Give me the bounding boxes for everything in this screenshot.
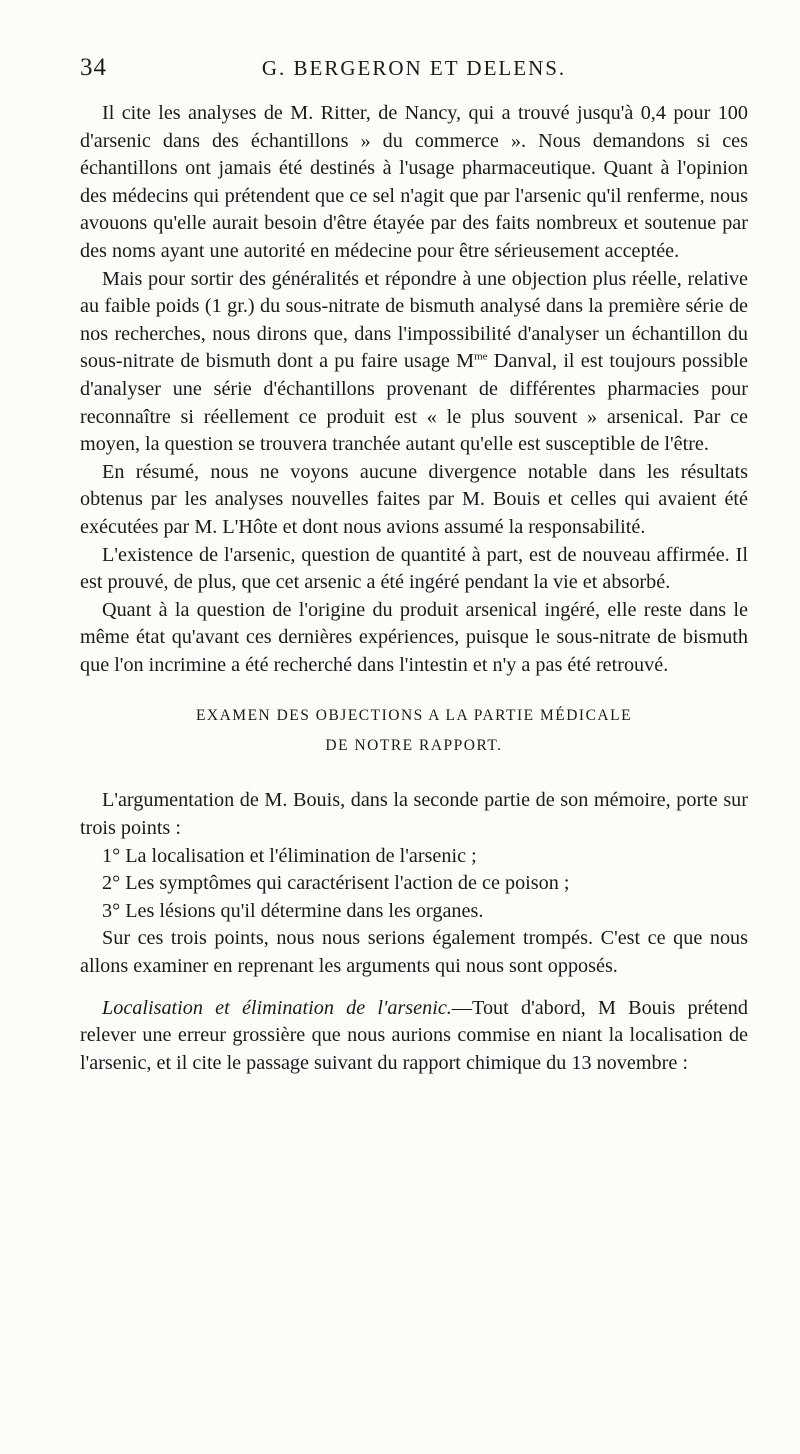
paragraph: Sur ces trois points, nous nous serions également trompés. C'est ce que nous allons examiner en reprenant les arguments qui nous sont opposés. (80, 927, 748, 978)
list-item: 1° La localisation et l'élimination de l'arsenic ; (102, 844, 477, 867)
page-header (80, 48, 748, 88)
paragraph: Il cite les analyses de M. Ritter, de Nancy, qui a trouvé jusqu'à 0,4 pour 100 d'arsenic dans des échantillons » du commerce ». Nous demandons si ces échantillons ont jamais été destinés à l'usage pharmaceutique. Quant à l'opinion des médecins qui prétendent que ce sel n'agit que par l'arsenic qu'il renferme, nous avouons qu'elle aurait besoin d'être étayée par des faits nombreux et soutenue par des noms ayant une autorité en médecine pour être sérieusement acceptée. (80, 102, 748, 262)
points-list (80, 843, 748, 926)
paragraph-text: Danval, il est toujours possible d'analyser une série d'échantillons provenant de différentes pharmacies pour reconnaître si réellement ce produit est « le plus souvent » arsenical. Par ce moyen, la question se trouvera tranchée autant qu'elle est susceptible de l'être. (80, 350, 748, 456)
superscript: me (474, 350, 488, 363)
section-heading-line: DE NOTRE RAPPORT. (325, 737, 503, 755)
paragraph-text: —Tout d'abord, M Bouis prétend relever une erreur grossière que nous aurions commise en niant la localisation de l'arsenic, et il cite le passage suivant du rapport chimique du 13 novembre : (80, 996, 748, 1074)
running-title: G. BERGERON ET DELENS. (261, 55, 567, 80)
section-heading (80, 701, 748, 761)
paragraph: Quant à la question de l'origine du produit arsenical ingéré, elle reste dans le même état qu'avant ces dernières expériences, puisque le sous-nitrate de bismuth que l'on incrimine a été recherché dans l'intestin et n'y a pas été retrouvé. (80, 598, 748, 676)
paragraph-text: Mais pour sortir des généralités et répondre à une objection plus réelle, relative au faible poids (1 gr.) du sous-nitrate de bismuth analysé dans la première série de nos recherches, nous dirons que, dans l'impossibilité d'analyser un échantillon du sous-nitrate de bismuth dont a pu faire usage M (80, 267, 748, 373)
subsection-title: Localisation et élimination de l'arsenic. (102, 996, 452, 1019)
page-body (80, 100, 748, 1077)
paragraph: L'existence de l'arsenic, question de quantité à part, est de nouveau affirmée. Il est prouvé, de plus, que cet arsenic a été ingéré pendant la vie et absorbé. (80, 543, 748, 594)
paragraph (80, 266, 748, 459)
paragraph: En résumé, nous ne voyons aucune divergence notable dans les résultats obtenus par les analyses nouvelles faites par M. Bouis et celles qui avaient été exécutées par M. L'Hôte et dont nous avions assumé la responsabilité. (80, 460, 748, 538)
list-item: 3° Les lésions qu'il détermine dans les organes. (102, 899, 484, 922)
page-number: 34 (80, 54, 107, 81)
paragraph (80, 995, 748, 1078)
paragraph: L'argumentation de M. Bouis, dans la seconde partie de son mémoire, porte sur trois points : (80, 789, 748, 840)
list-item: 2° Les symptômes qui caractérisent l'action de ce poison ; (102, 872, 570, 895)
section-heading-line: EXAMEN DES OBJECTIONS A LA PARTIE MÉDICALE (195, 707, 633, 725)
